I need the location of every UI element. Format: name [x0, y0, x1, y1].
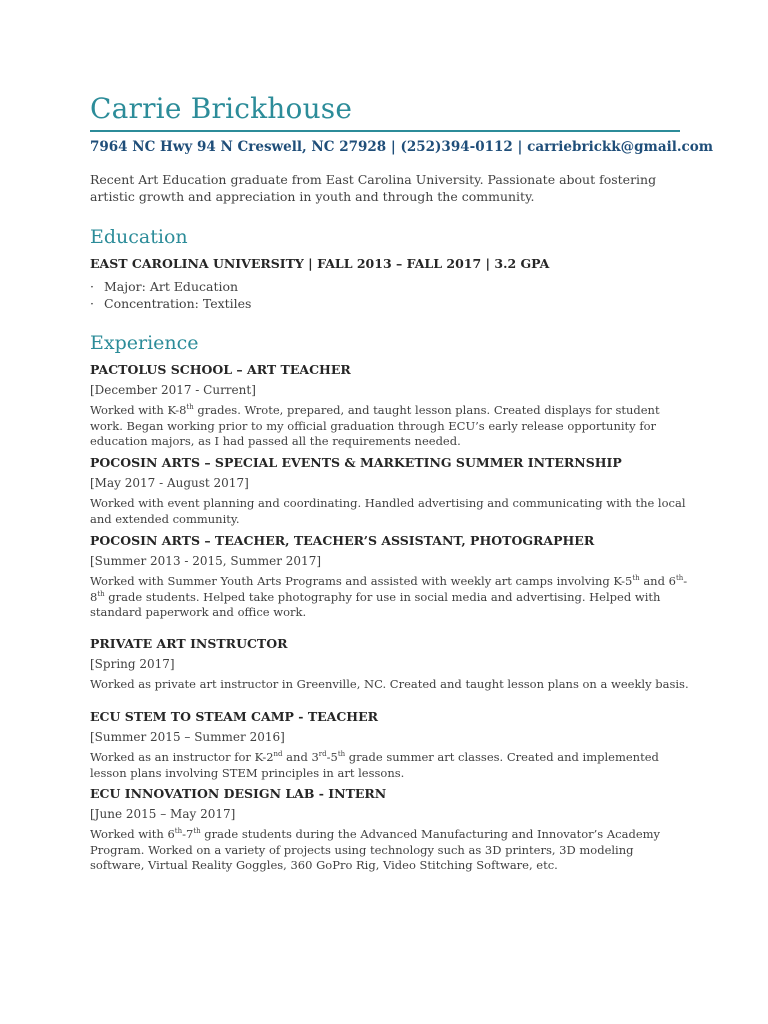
job-title: ECU INNOVATION DESIGN LAB - INTERN [90, 786, 387, 801]
bullet-icon: · [90, 279, 94, 294]
education-school: EAST CAROLINA UNIVERSITY | FALL 2013 – FALL 2017 | 3.2 GPA [90, 256, 550, 271]
header-divider [90, 130, 680, 132]
job-dates: [Summer 2013 - 2015, Summer 2017] [90, 554, 322, 568]
education-bullets [90, 278, 251, 312]
job-title: ECU STEM TO STEAM CAMP - TEACHER [90, 709, 379, 724]
list-item: · Concentration: Textiles [90, 296, 252, 311]
job-description: Worked with Summer Youth Arts Programs and assisted with weekly art camps involving K-5th and 6th-8th grade students. Helped take photography for use in social media and advertising. Helped with standard paperwork and office work. [90, 574, 688, 619]
candidate-name: Carrie Brickhouse [90, 92, 353, 125]
contact-line: 7964 NC Hwy 94 N Creswell, NC 27928 | (252)394-0112 | carriebrickk@gmail.com [90, 139, 714, 155]
education-heading: Education [90, 226, 188, 248]
bullet-icon: · [90, 296, 94, 311]
job-title: PACTOLUS SCHOOL – ART TEACHER [90, 362, 351, 377]
job-title: PRIVATE ART INSTRUCTOR [90, 636, 288, 651]
summary-paragraph: Recent Art Education graduate from East Carolina University. Passionate about fostering artistic growth and appreciation in youth and through the community. [90, 172, 657, 204]
job-description: Worked as an instructor for K-2nd and 3rd-5th grade summer art classes. Created and implemented lesson plans involving STEM principles in art lessons. [90, 750, 659, 780]
job-description: Worked with 6th-7th grade students during the Advanced Manufacturing and Innovator’s Academy Program. Worked on a variety of projects using technology such as 3D printers, 3D modeling software, Virtual Reality Goggles, 360 GoPro Rig, Video Stitching Software, etc. [90, 827, 661, 872]
job-dates: [May 2017 - August 2017] [90, 476, 249, 490]
job-title: POCOSIN ARTS – SPECIAL EVENTS & MARKETING SUMMER INTERNSHIP [90, 455, 622, 470]
job-description: Worked with K-8th grades. Wrote, prepared, and taught lesson plans. Created displays for student work. Began working prior to my official graduation through ECU’s early release opportunity for education majors, as I had passed all the requirements needed. [90, 403, 660, 448]
job-dates: [December 2017 - Current] [90, 383, 256, 397]
list-item: · Major: Art Education [90, 279, 239, 294]
job-description: Worked as private art instructor in Greenville, NC. Created and taught lesson plans on a weekly basis. [90, 677, 689, 691]
job-description: Worked with event planning and coordinating. Handled advertising and communicating with the local and extended community. [90, 496, 686, 526]
job-dates: [Summer 2015 – Summer 2016] [90, 730, 285, 744]
experience-heading: Experience [90, 332, 199, 354]
job-dates: [June 2015 – May 2017] [90, 807, 236, 821]
job-dates: [Spring 2017] [90, 657, 175, 671]
job-title: POCOSIN ARTS – TEACHER, TEACHER’S ASSISTANT, PHOTOGRAPHER [90, 533, 595, 548]
